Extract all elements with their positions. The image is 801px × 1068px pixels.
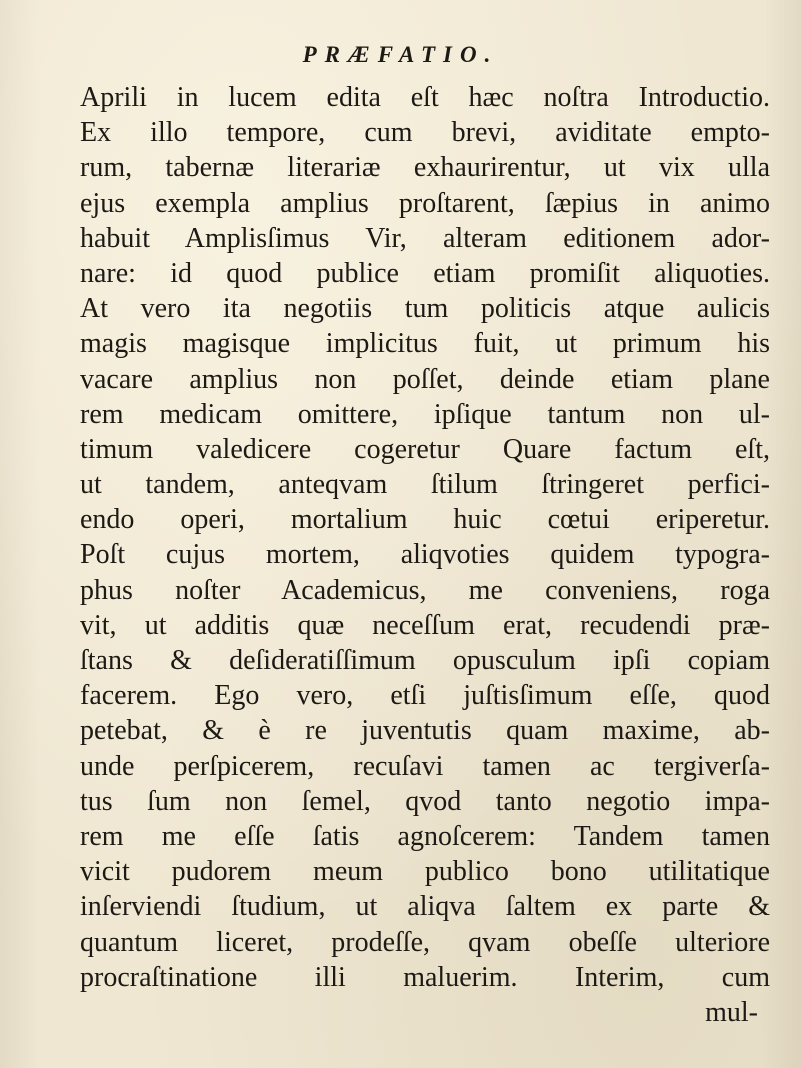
text-line: rum, tabernæ literariæ exhaurirentur, ut vix ulla (80, 152, 770, 184)
text-line: timum valedicere cogeretur Quare factum eſt, (80, 433, 770, 465)
text-line: ſtans & deſideratiſſimum opusculum ipſi copiam (80, 645, 770, 676)
text-line: unde perſpicerem, recuſavi tamen ac tergiverſa- (80, 750, 770, 782)
text-line: rem me eſſe ſatis agnoſcerem: Tandem tamen (80, 820, 770, 852)
text-line: tus ſum non ſemel, qvod tanto negotio impa- (80, 785, 770, 817)
text-line: Ex illo tempore, cum brevi, aviditate empto- (80, 117, 770, 149)
text-line: vacare amplius non poſſet, deinde etiam plane (80, 363, 770, 395)
text-line: magis magisque implicitus fuit, ut primum his (80, 328, 770, 360)
text-line: Poſt cujus mortem, aliqvoties quidem typogra- (80, 539, 770, 571)
text-line: vit, ut additis quæ neceſſum erat, recudendi præ- (80, 609, 770, 641)
text-line: rem medicam omittere, ipſique tantum non ul- (80, 398, 770, 430)
text-line: ejus exempla amplius proſtarent, ſæpius in animo (80, 187, 770, 219)
text-line: facerem. Ego vero, etſi juſtisſimum eſſe, quod (80, 680, 770, 712)
text-line: phus noſter Academicus, me conveniens, roga (80, 574, 770, 606)
text-line: vicit pudorem meum publico bono utilitatique (80, 856, 770, 888)
text-line: ut tandem, anteqvam ſtilum ſtringeret perfici- (80, 469, 770, 501)
text-line: quantum liceret, prodeſſe, qvam obeſſe ulteriore (80, 926, 770, 958)
body-text (80, 80, 770, 1030)
text-line: nare: id quod publice etiam promiſit aliquoties. (80, 257, 770, 289)
text-line: At vero ita negotiis tum politicis atque aulicis (80, 293, 770, 325)
text-line: procraſtinatione illi maluerim. Interim, cum (80, 961, 770, 993)
running-title: PRÆFATIO. (302, 42, 499, 67)
catchword: mul- (705, 996, 758, 1028)
text-line: Aprili in lucem edita eſt hæc noſtra Introductio. (80, 82, 770, 113)
text-line: habuit Amplisſimus Vir, alteram editionem ador- (80, 222, 770, 254)
text-line: petebat, & è re juventutis quam maxime, ab- (80, 715, 770, 747)
text-line: inſerviendi ſtudium, ut aliqva ſaltem ex parte & (80, 891, 770, 923)
text-line: endo operi, mortalium huic cœtui eriperetur. (80, 504, 770, 536)
